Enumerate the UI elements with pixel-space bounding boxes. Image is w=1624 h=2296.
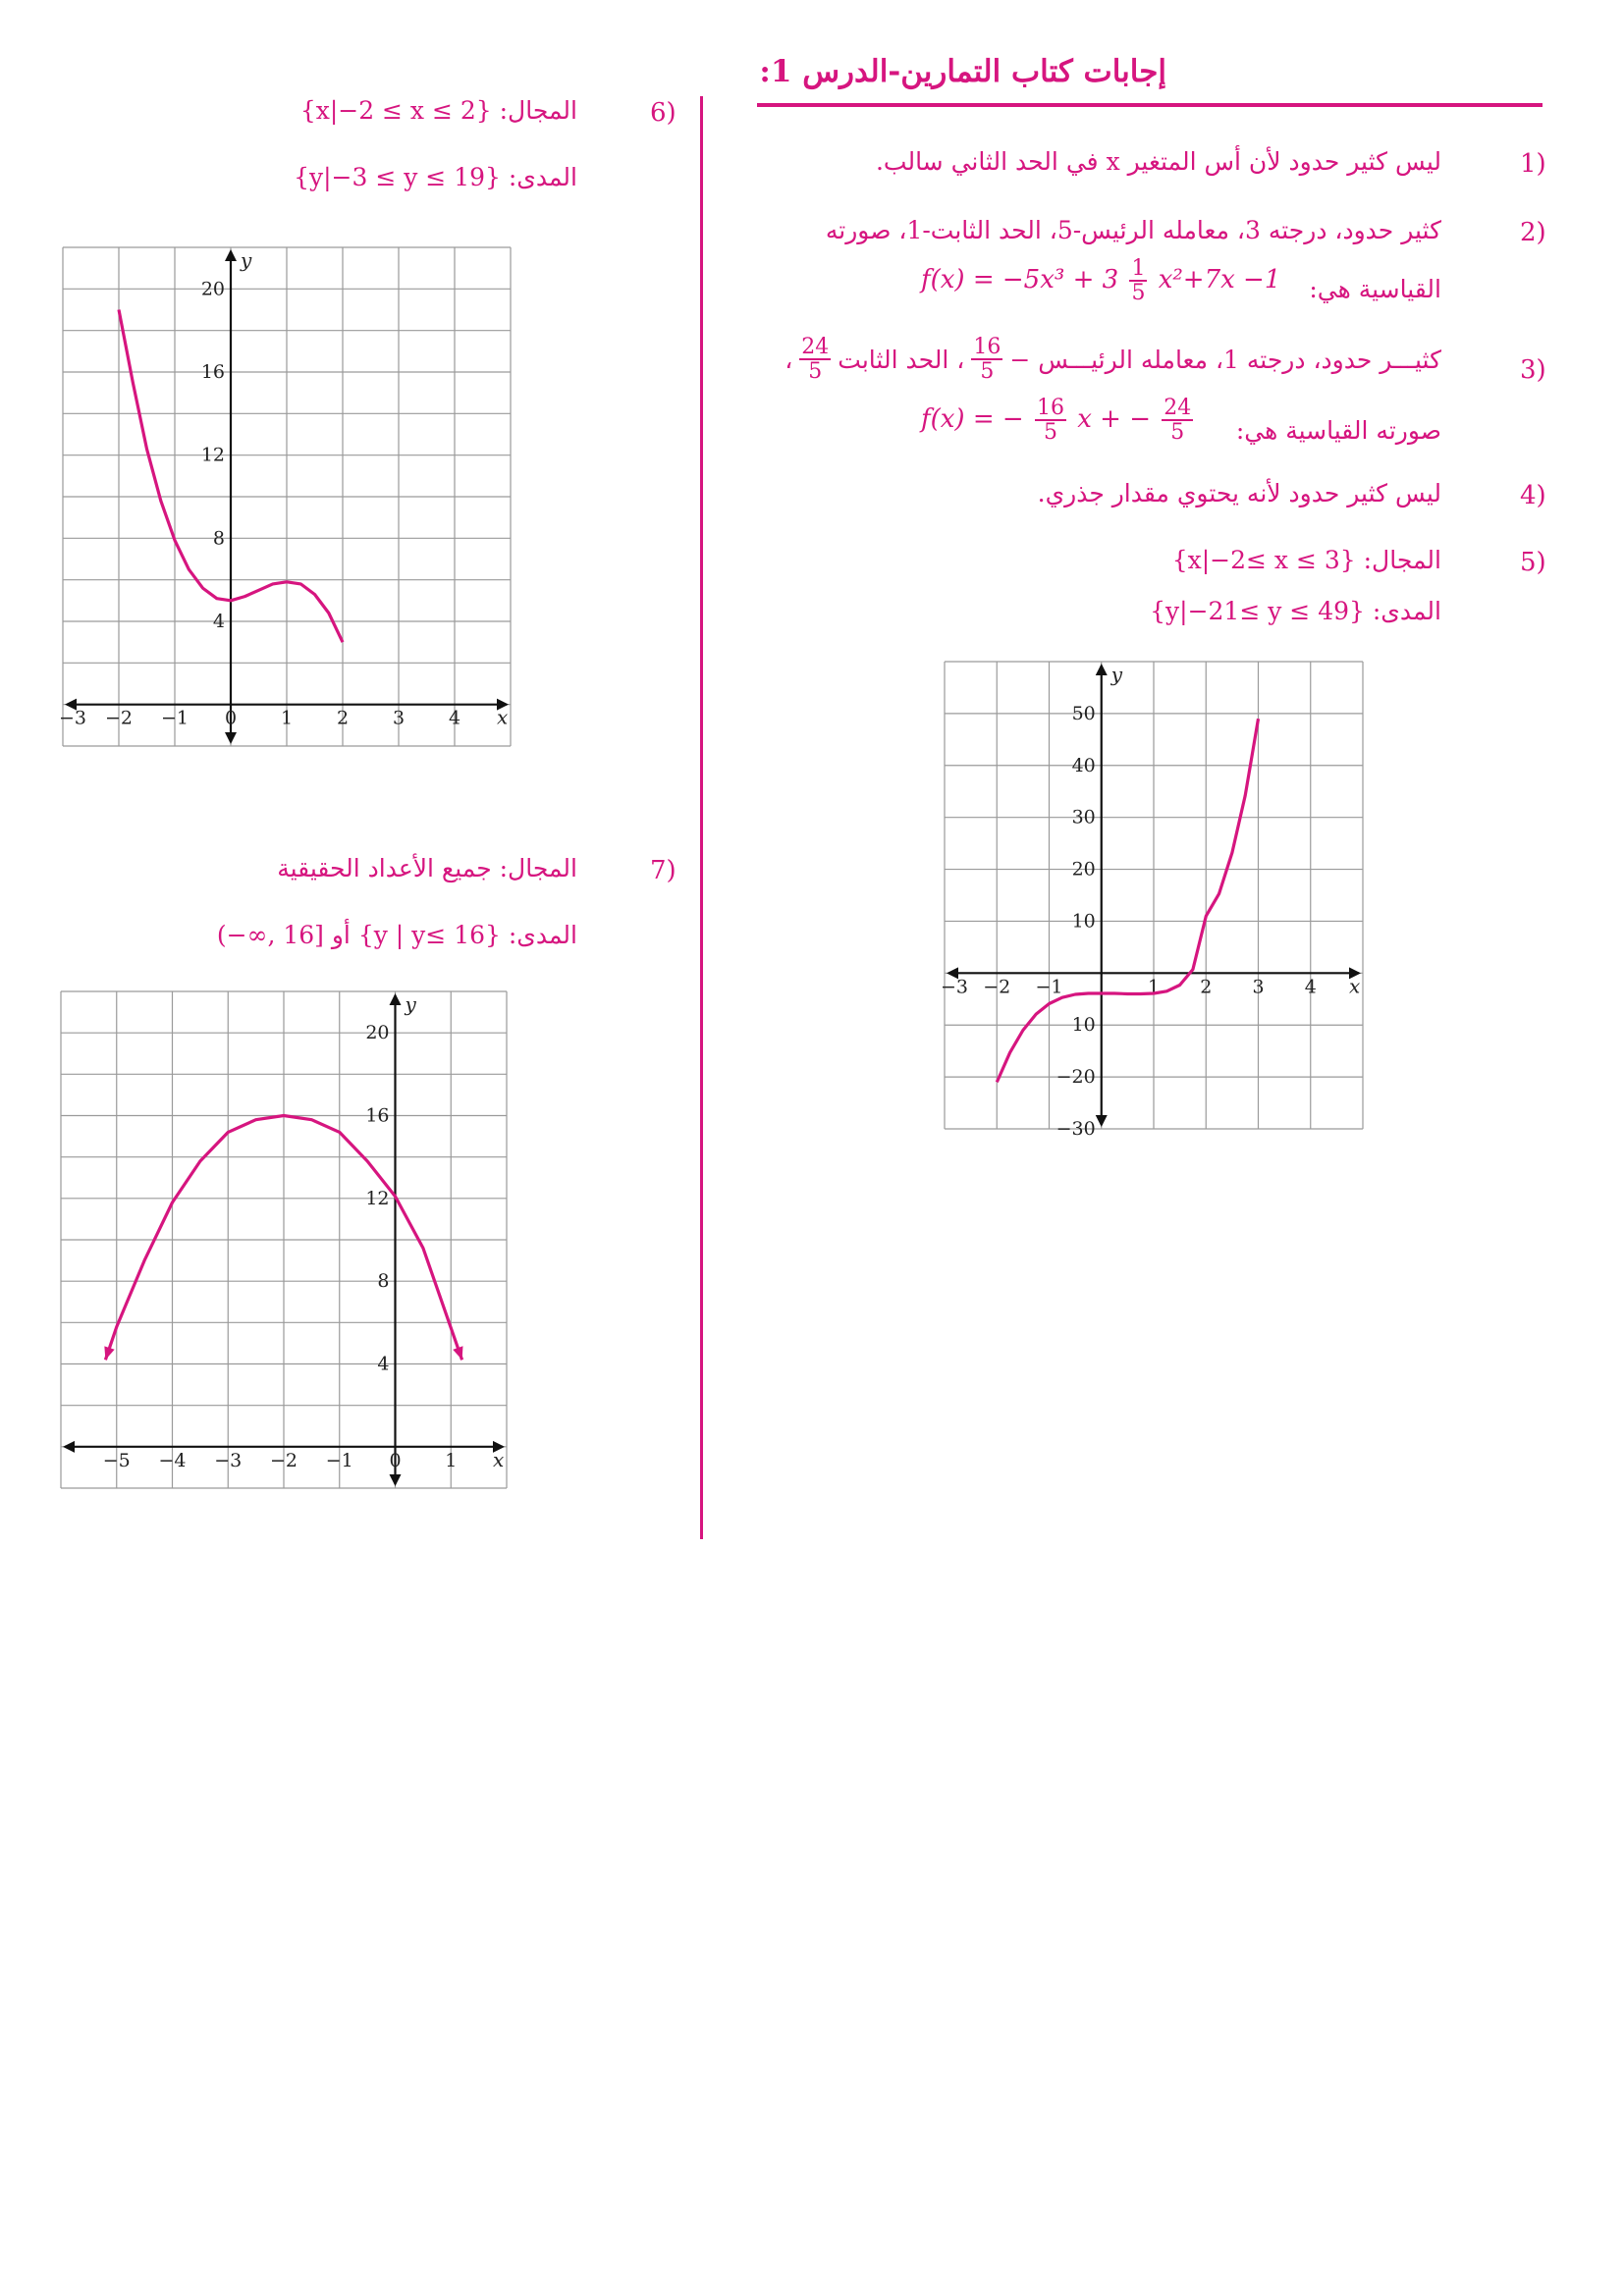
answer-number: 5) xyxy=(1520,548,1546,577)
x-tick-label: 1 xyxy=(445,1449,458,1471)
answer-text: ليس كثير حدود لأن أس المتغير x في الحد الثاني سالب. xyxy=(875,147,1441,176)
y-axis-arrow xyxy=(225,732,237,744)
answer-label: القياسية هي: xyxy=(1309,275,1441,303)
answer-text: كثيـــر حدود، درجته 1، معامله الرئيـــس − xyxy=(1009,345,1441,374)
fraction-numerator: 16 xyxy=(973,335,1001,359)
y-axis-label: y xyxy=(241,248,252,272)
y-axis-arrow xyxy=(1096,664,1108,675)
y-axis-arrow xyxy=(390,1474,402,1486)
grid xyxy=(63,247,511,746)
standard-form-equation xyxy=(921,397,1196,444)
domain-text: المجال: {x|−2≤ x ≤ 3} xyxy=(1171,546,1441,574)
x-tick-label: −1 xyxy=(160,707,189,729)
grid xyxy=(61,991,507,1488)
y-tick-label: 16 xyxy=(200,361,225,383)
x-tick-label: −2 xyxy=(983,976,1011,998)
y-axis-arrow xyxy=(390,993,402,1005)
answer-number: 4) xyxy=(1520,481,1546,510)
x-tick-label: 1 xyxy=(280,707,294,729)
fraction-numerator: 24 xyxy=(1164,396,1192,420)
fraction xyxy=(1162,397,1193,444)
answer-text-line: كثيـــر حدود، درجته 1، معامله الرئيـــس − $\frac{16}{5}$ ، الحد الثابت $\frac{24}{5}$ ، xyxy=(785,335,1441,385)
y-tick-label: 10 xyxy=(1071,1014,1096,1037)
x-tick-label: 3 xyxy=(1252,976,1265,998)
x-tick-label: −3 xyxy=(214,1449,243,1471)
y-tick-label: 16 xyxy=(365,1104,390,1127)
answer-number: 3) xyxy=(1520,355,1546,385)
graph-5 xyxy=(940,662,1363,1140)
x-tick-label: 3 xyxy=(392,707,406,729)
equation-part: f(x) = −5x³ + 3 xyxy=(921,265,1119,295)
x-tick-label: −3 xyxy=(58,707,87,729)
equation-part: x + − xyxy=(1077,404,1151,435)
fraction xyxy=(1035,397,1066,444)
y-tick-label: 12 xyxy=(365,1187,390,1209)
range-text: المدى: {y|−3 ≤ y ≤ 19} xyxy=(294,163,577,191)
fraction xyxy=(1129,257,1147,304)
answer-number: 1) xyxy=(1520,149,1546,179)
x-tick-label: −1 xyxy=(325,1449,353,1471)
x-axis-arrow xyxy=(63,1441,75,1453)
equation-part: x²+7x −1 xyxy=(1158,265,1281,295)
y-tick-label: 8 xyxy=(377,1270,390,1293)
y-tick-label: 40 xyxy=(1071,754,1096,776)
fraction-numerator: 24 xyxy=(801,335,830,359)
y-axis-label: y xyxy=(1110,663,1123,686)
x-tick-label: −5 xyxy=(102,1449,131,1471)
y-tick-label: −20 xyxy=(1056,1066,1096,1089)
curve-arrow xyxy=(453,1346,462,1360)
column-divider xyxy=(700,96,703,1539)
fraction-numerator: 1 xyxy=(1131,256,1146,281)
fraction-numerator: 16 xyxy=(1036,396,1064,420)
range-text: المدى: {y | y≤ 16} أو [16 ,∞−) xyxy=(216,921,577,949)
y-tick-label: 10 xyxy=(1071,910,1096,933)
page-title: إجابات كتاب التمارين-الدرس 1: xyxy=(759,54,1166,89)
y-tick-label: 20 xyxy=(365,1022,390,1044)
fraction-denominator: 5 xyxy=(980,359,995,385)
domain-text: المجال: جميع الأعداد الحقيقية xyxy=(277,854,577,882)
fraction-denominator: 5 xyxy=(808,359,823,385)
x-tick-label: 2 xyxy=(1200,976,1213,998)
standard-form-equation xyxy=(921,257,1280,304)
y-axis-arrow xyxy=(1096,1115,1108,1127)
graph-7 xyxy=(61,991,507,1488)
y-tick-label: 20 xyxy=(200,278,225,300)
function-curve xyxy=(997,719,1258,1082)
answer-number: 7) xyxy=(650,856,677,885)
x-axis-label: x xyxy=(1349,974,1361,998)
fraction-denominator: 5 xyxy=(1043,420,1057,446)
x-tick-label: −1 xyxy=(1035,976,1063,998)
answer-text: ليس كثير حدود لأنه يحتوي مقدار جذري. xyxy=(1037,479,1441,507)
fraction xyxy=(799,336,831,383)
equation-part: f(x) = − xyxy=(921,404,1024,435)
y-tick-label: 30 xyxy=(1071,806,1096,828)
x-tick-label: 4 xyxy=(448,707,461,729)
x-tick-label: 0 xyxy=(389,1449,402,1471)
y-tick-label: 20 xyxy=(1071,858,1096,881)
fraction xyxy=(971,336,1002,383)
y-tick-label: 50 xyxy=(1071,702,1096,724)
curve-arrow xyxy=(104,1346,114,1360)
y-axis-label: y xyxy=(405,992,416,1016)
x-tick-label: 4 xyxy=(1304,976,1317,998)
y-axis-arrow xyxy=(225,249,237,261)
x-axis-label: x xyxy=(497,705,509,729)
y-tick-label: 4 xyxy=(212,611,225,632)
fraction-denominator: 5 xyxy=(1131,281,1146,306)
x-tick-label: −2 xyxy=(104,707,134,729)
fraction-denominator: 5 xyxy=(1170,420,1185,446)
x-tick-label: −2 xyxy=(269,1449,298,1471)
y-tick-label: 12 xyxy=(200,444,225,466)
x-tick-label: −3 xyxy=(940,976,969,998)
x-tick-label: 2 xyxy=(336,707,350,729)
domain-text: المجال: {x|−2 ≤ x ≤ 2} xyxy=(299,96,577,125)
answer-number: 6) xyxy=(650,98,677,128)
y-tick-label: 4 xyxy=(377,1353,390,1375)
title-underline xyxy=(757,103,1543,107)
y-tick-label: 8 xyxy=(212,527,225,550)
y-tick-label: −30 xyxy=(1056,1118,1096,1140)
graph-6 xyxy=(58,247,511,746)
x-tick-label: −4 xyxy=(158,1449,187,1471)
answer-label: صورته القياسية هي: xyxy=(1235,416,1441,445)
answer-text: ، الحد الثابت xyxy=(838,345,965,374)
x-tick-label: 0 xyxy=(224,707,238,729)
range-text: المدى: {y|−21≤ y ≤ 49} xyxy=(1150,597,1441,625)
x-axis-label: x xyxy=(493,1447,505,1471)
answer-number: 2) xyxy=(1520,218,1546,247)
x-tick-label: 1 xyxy=(1147,976,1161,998)
answer-text: كثير حدود، درجته 3، معامله الرئيس-5، الحد الثابت-1، صورته xyxy=(825,216,1441,244)
